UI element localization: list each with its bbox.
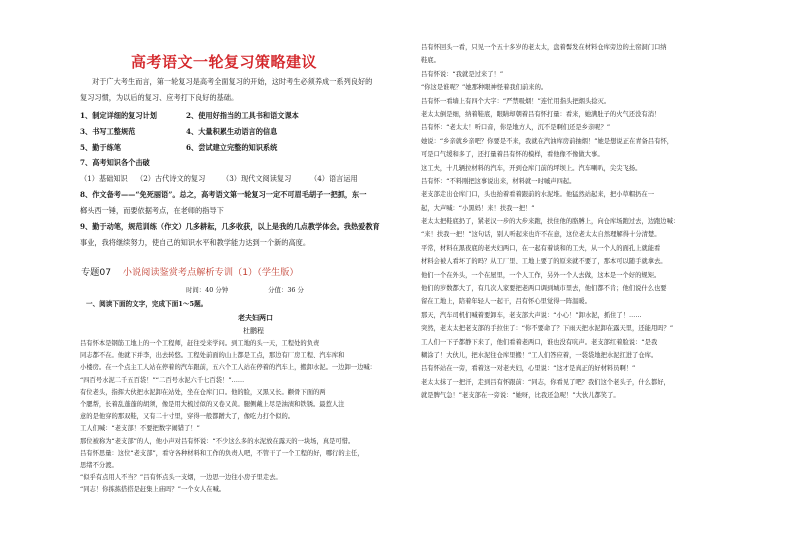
exam-score: 分值：36 分	[268, 286, 304, 294]
story-line: 吕有怀：“不料刚把这事说出来，材料就一时嘁声四起。	[421, 177, 576, 185]
habits-list	[80, 108, 400, 187]
habit-item: 2、使用好指当的工具书和语文课本	[186, 111, 299, 120]
habit-item: 6、尝试建立完整的知识系统	[186, 142, 278, 152]
habit-row	[80, 140, 400, 156]
item7-option: （1）基础知识	[80, 174, 128, 184]
story-line: “四百号水泥二千五百袋！”“二百号水泥六千七百袋！”……	[80, 376, 245, 384]
story-line: 老太太抹了一把汗，走到吕有怀跟前：“同志，你看见了吧？我们这个老头子，什么都好，	[421, 378, 670, 386]
story-line: 他们的岁数都大了，有几次人家要把老两口调到城市里去，他们都不肯；他们说什么也要	[421, 285, 667, 293]
story-line: 吕有怀本是钢筋工地上的一个工程师，赶往受来学问。到工地的头一天，工程处的负责	[80, 340, 320, 347]
story-line: 个腮帮，长着乱蓬蓬的胡须，像是用大梳过似的又卷又黄。腿侧戴上尽是油渍和铁锈。最惹人注	[80, 400, 345, 408]
story-line: 她说：“乡亲就乡亲吧？你要是不来，我就在汽油库房前抽烟！”她是想说正在青备吕有怀，	[421, 137, 674, 145]
story-author: 杜鹏程	[243, 327, 264, 335]
story-line: 思绪不分渡。	[80, 461, 118, 469]
question-instruction: 一、阅读下面的文字，完成下面1～5题。	[86, 300, 208, 308]
item8-line-1: 8、作文备考——“免死丽语”。总之，高考语文第一轮复习一定不可眉毛胡子一把抓，东一	[80, 190, 367, 199]
item7-option: （3）现代文阅读复习	[222, 174, 292, 184]
section-subtitle	[81, 264, 299, 278]
story-line: 留在工地上，陪着年轻人一起干，吕有怀心里觉得一阵温暖。	[421, 298, 592, 306]
story-line: 老太太倒是细，纳着鞋底，眼睛却朝着吕有怀打量：看来，她满肚子的火气还没有消！	[421, 110, 661, 118]
right-story-text	[421, 41, 741, 403]
story-line: “你这是谁呢？”她那种眼神怪着我们前来的。	[421, 84, 548, 92]
item9-line-1: 9、勤于动笔，规范训练（作文）几多耕耘，几多收获，以上是我的几点教学体会。我热爱教育	[80, 222, 380, 231]
item7-options-row	[80, 171, 400, 187]
story-line: 吕有怀说：“我就是过来了！”	[421, 70, 504, 78]
story-line: 材料会被人看坏了的吗？从工厂里、工地上要了的原来就不要了，那本可以随手就拿去。	[421, 258, 667, 266]
habit-row	[80, 124, 400, 140]
story-line: 工人们喊：“老支部！不要把数字闹错了！”	[80, 425, 200, 433]
habit-item: 3、书写工整规范	[80, 126, 136, 136]
story-line: “似乎有点用人不当？”吕有怀点头一支烟，一边思一边往小房子里走去。	[80, 474, 282, 482]
story-title: 老夫妇两口	[238, 313, 273, 322]
story-line: 吕有怀思量：这位“老支部”，看守各种材料和工作的负责人吧，不管干了一个工程的好，哪行的主任，	[80, 449, 364, 457]
story-line: 同志都不在。他就下并李，出去转悠。工程处前面的山上都是工点，那边有厂房工程、汽车库和	[80, 352, 345, 360]
story-line: 就是脾气急！”老支部在一旁说：“她呀，比我还急呢！”大伙儿都笑了。	[421, 392, 620, 400]
section-subtitle-text: 小说阅读鉴赏考点解析专训（1）（学生版）	[122, 267, 299, 278]
story-line: “来！扶我一把！”这句话，别人听起来也许不在意，这位老太太自然理解得十分清楚。	[421, 231, 661, 239]
item8-line-2: 榔头西一锤，而要依据考点，在老师的指导下	[80, 206, 224, 215]
item7-option: （2）古代诗文的复习	[136, 174, 206, 184]
page-title: 高考语文一轮复习策略建议	[131, 53, 318, 71]
story-line: 他们一个在外头，一个在屋里，一个人工作，另外一个人去做，这本是一个好的规矩。	[421, 271, 661, 279]
story-line: 小楼房。在一个点主工人站在停着的汽车跟前，五六个工人站在停着的汽车上，搬卸水泥。一边卸一边喊：	[80, 364, 376, 372]
story-line: 工人们一下子都静下来了，他们看着老两口，谁也没有吭声。老支部红着脸说：“是我	[421, 338, 658, 346]
story-line: 意的是他穿的那双鞋，又有二十寸里，穿得一般都蹭大了，像吃力打个似的。	[80, 413, 295, 421]
item7-option: （4）语言运用	[310, 174, 358, 184]
story-line: 可是口气缓和多了，还打量着吕有怀的模样，看他像不像做大事。	[421, 151, 604, 159]
story-line: 鞋底。	[421, 57, 440, 65]
habit-item: 5、勤于练笔	[80, 142, 121, 152]
story-line: 吕有怀回头一看，只见一个五十多岁的老太太，盘着髻发在材料仓库旁边的土窑洞门口纳	[421, 44, 667, 51]
story-line: “同志！你拣拣搭搭是赶集上庙吗？”一个女人在喊。	[80, 486, 226, 494]
intro-line-2: 复习习惯，为以后的复习、应考打下良好的基础。	[80, 93, 239, 102]
item9-line-2: 事业，我将继续努力，使自己的知识水平和教学能力达到一个新的高度。	[80, 238, 311, 247]
intro-line-1: 对于广大考生而言，第一轮复习是高考全面复习的开始，这时考生必须养成一系列良好的	[92, 77, 373, 86]
left-story-text	[80, 338, 396, 496]
exam-meta	[186, 285, 342, 294]
story-line: 糊涂了！大伙儿，把水泥往仓库里搬！”工人们答应着，一袋袋地把水泥扛进了仓库。	[421, 351, 658, 359]
habit-row	[80, 108, 400, 124]
habit-item: 4、大量积累生动语言的信息	[186, 126, 278, 136]
story-line: 吕有怀站在一旁，看着这一对老夫妇，心里说：“这才是真正的好材料员啊！”	[421, 365, 636, 373]
story-line: 突然，老太太把老支部的手拉住了：“你不要命了？下雨天把水泥卸在露天里，还能用吗？”	[421, 325, 674, 333]
story-line: 吕有怀：“老太太！听口音，你是地方人，沉不是啊们还是乡亲呢？”	[421, 124, 611, 132]
item7-label: 7、高考知识各个击破	[80, 158, 150, 168]
story-line: 吕有怀一看墙上有四个大字：“严禁吸烟！”连忙用指头把烟头捻灭。	[421, 97, 611, 105]
exam-time: 时间：40 分钟	[186, 286, 229, 294]
habit-item: 1、制定详细的复习计划	[80, 111, 157, 120]
story-line: 有位老头，指挥大伙把水泥卸在站处，坐在仓库门口。他的脸，又黑又长。颧骨下面的两	[80, 388, 326, 396]
story-line: 那天，汽车司机们喊着要卸车，老支部大声说：“小心！”卸水泥，抓住了！……	[421, 311, 642, 319]
section-number: 专题07	[81, 267, 112, 278]
story-line: 那位被称为“老支部”的人，他小声对吕有怀说：“不少这么多的水泥放在露天的一块场，真是可惜。	[80, 437, 355, 445]
story-line: 平常，材料在黑夜底的老夫妇两口，在一起有着谈和的工夫，从一个人的面孔上就能看	[421, 244, 661, 252]
story-line: 起，大声喊：“小黑妈！来！扶我一把！”	[421, 204, 535, 212]
story-line: 老太太把鞋底扔了，紧老汉一步的大步来跑，扶住他的胳膊上，向仓库场跑过去，边跑边喊：	[421, 218, 680, 226]
story-line: 这工夫，十几辆拉材料的汽车，开到仓库门前的坪坝上。汽车喇叭，尖尖飞扬。	[421, 164, 642, 172]
story-line: 老支部走出仓库门口，头也抬着看着跟前的水泥堆。他猛然站起来，把小草帽扔在一	[421, 191, 654, 199]
item7-row	[80, 155, 400, 171]
